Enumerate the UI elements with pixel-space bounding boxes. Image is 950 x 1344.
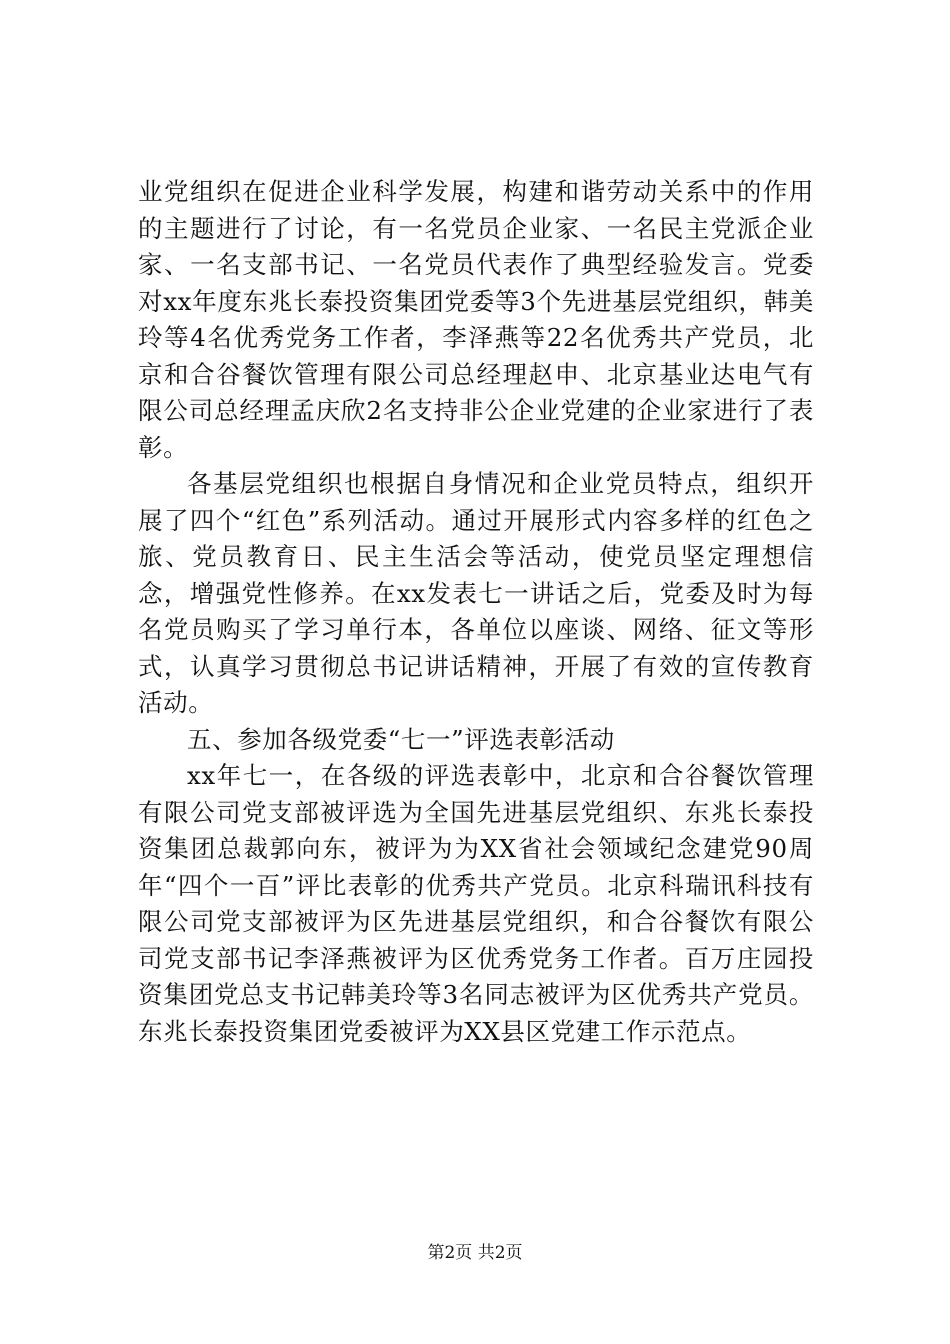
paragraph-4: xx年七一，在各级的评选表彰中，北京和合谷餐饮管理有限公司党支部被评选为全国先进基层党组织、东兆长泰投资集团总裁郭向东，被评为为XX省社会领域纪念建党90周年“四个一百”评比表彰的优秀共产党员。北京科瑞讯科技有限公司党支部被评为区先进基层党组织，和合谷餐饮有限公司党支部书记李泽燕被评为区优秀党务工作者。百万庄园投资集团党总支书记韩美玲等3名同志被评为区优秀共产党员。东兆长泰投资集团党委被评为XX县区党建工作示范点。 [138, 761, 814, 1046]
page-footer: 第2页 共2页 [427, 1243, 523, 1263]
paragraph-1: 业党组织在促进企业科学发展，构建和谐劳动关系中的作用的主题进行了讨论，有一名党员企业家、一名民主党派企业家、一名支部书记、一名党员代表作了典型经验发言。党委对xx年度东兆长泰投资集团党委等3个先进基层党组织，韩美玲等4名优秀党务工作者，李泽燕等22名优秀共产党员，北京和合谷餐饮管理有限公司总经理赵申、北京基业达电气有限公司总经理孟庆欣2名支持非公企业党建的企业家进行了表彰。 [138, 177, 814, 462]
section-heading: 五、参加各级党委“七一”评选表彰活动 [187, 724, 615, 754]
paragraph-2: 各基层党组织也根据自身情况和企业党员特点，组织开展了四个“红色”系列活动。通过开展形式内容多样的红色之旅、党员教育日、民主生活会等活动，使党员坚定理想信念，增强党性修养。在xx发表七一讲话之后，党委及时为每名党员购买了学习单行本，各单位以座谈、网络、征文等形式，认真学习贯彻总书记讲话精神，开展了有效的宣传教育活动。 [138, 469, 814, 717]
document-body [138, 174, 814, 1050]
